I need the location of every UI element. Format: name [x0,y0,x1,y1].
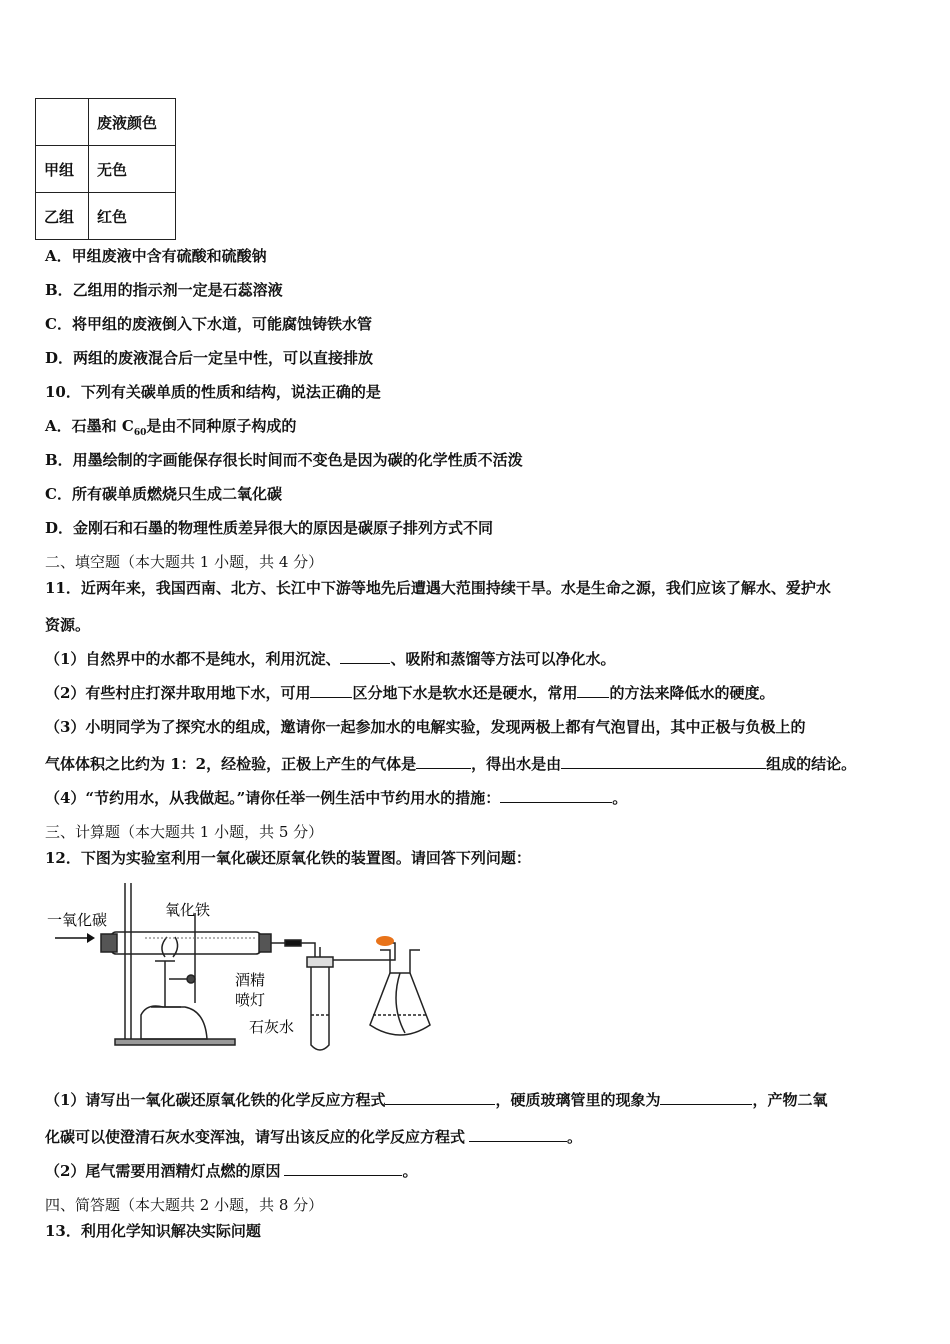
q12-part1-line2 [45,1127,582,1147]
q10-a-subscript: 60 [133,428,147,438]
q11-stem-line1: 11．近两年来，我国西南、北方、长江中下游等地先后遭遇大范围持续干旱。水是生命之源，我们应该了解水、爱护水 [45,579,831,597]
q11-part3-line2 [45,754,856,774]
q9-option-c: C．将甲组的废液倒入下水道，可能腐蚀铸铁水管 [45,315,372,333]
q10-option-c: C．所有碳单质燃烧只生成二氧化碳 [45,485,282,503]
answer-blank[interactable] [416,754,471,769]
table-header-row [36,99,176,146]
q11-part1 [45,649,615,669]
q10-a-text: A．石墨和 C [45,417,134,435]
section-4-heading: 四、简答题（本大题共 2 小题，共 8 分） [45,1196,324,1214]
q13-stem: 13．利用化学知识解决实际问题 [45,1222,261,1240]
q11-p3-text: 气体体积之比约为 1：2，经检验，正极上产生的气体是 [45,755,417,773]
answer-blank[interactable] [577,683,609,698]
answer-blank[interactable] [310,683,352,698]
table-row [36,193,176,240]
table-cell: 无色 [89,146,176,193]
q11-p4-text-tail: 。 [612,789,628,807]
q10-option-b: B．用墨绘制的字画能保存很长时间而不变色是因为碳的化学性质不活泼 [45,451,523,469]
q11-part3-line1: （3）小明同学为了探究水的组成，邀请你一起参加水的电解实验，发现两极上都有气泡冒出，其中正极与负极上的 [45,718,806,736]
table-cell [36,99,89,146]
co-reduction-apparatus-diagram [45,875,445,1060]
q9-option-b: B．乙组用的指示剂一定是石蕊溶液 [45,281,283,299]
q11-p2-text-mid: 区分地下水是软水还是硬水，常用 [352,684,578,702]
q11-p3-text-tail: 组成的结论。 [766,755,857,773]
waste-color-table [35,98,176,240]
q12-p2-text: （2）尾气需要用酒精灯点燃的原因 [45,1162,281,1180]
burner-flame [376,936,394,946]
answer-blank[interactable] [385,1090,495,1105]
q11-part4 [45,788,627,808]
label-alcohol-lamp-line2: 喷灯 [235,991,266,1009]
label-carbon-monoxide: 一氧化碳 [47,911,108,929]
q11-p1-text: （1）自然界中的水都不是纯水，利用沉淀、 [45,650,341,668]
co-inflow-arrowhead [87,933,95,943]
q11-p4-text: （4）“节约用水，从我做起。”请你任举一例生活中节约用水的措施： [45,789,501,807]
q9-option-d: D．两组的废液混合后一定呈中性，可以直接排放 [45,349,374,367]
answer-blank[interactable] [500,788,612,803]
q12-p1-text: （1）请写出一氧化碳还原氧化铁的化学反应方程式 [45,1091,386,1109]
table-cell: 红色 [89,193,176,240]
label-alcohol-lamp-line1: 酒精 [235,971,266,989]
answer-blank[interactable] [561,754,766,769]
q12-part2 [45,1161,417,1181]
q11-p2-text-tail: 的方法来降低水的硬度。 [609,684,775,702]
q12-part1-line1 [45,1090,827,1110]
table-cell: 废液颜色 [89,99,176,146]
q11-stem-line2: 资源。 [45,616,91,634]
label-limewater: 石灰水 [249,1018,295,1036]
q10-stem: 10．下列有关碳单质的性质和结构，说法正确的是 [45,383,381,401]
q10-option-d: D．金刚石和石墨的物理性质差异很大的原因是碳原子排列方式不同 [45,519,494,537]
q11-part2 [45,683,774,703]
q12-stem: 12．下图为实验室利用一氧化碳还原氧化铁的装置图。请回答下列问题： [45,849,531,867]
answer-blank[interactable] [660,1090,752,1105]
table-cell: 乙组 [36,193,89,240]
answer-blank[interactable] [469,1127,567,1142]
table-cell: 甲组 [36,146,89,193]
q12-p1-text-end: 。 [567,1128,583,1146]
q9-option-a: A．甲组废液中含有硫酸和硫酸钠 [45,247,267,265]
answer-blank[interactable] [284,1161,402,1176]
q11-p2-text: （2）有些村庄打深井取用地下水，可用 [45,684,311,702]
section-3-heading: 三、计算题（本大题共 1 小题，共 5 分） [45,823,324,841]
label-iron-oxide: 氧化铁 [165,901,211,919]
section-2-heading: 二、填空题（本大题共 1 小题，共 4 分） [45,553,324,571]
q12-p1-text-tail: ，产物二氧 [752,1091,828,1109]
table-row [36,146,176,193]
q12-p2-text-end: 。 [402,1162,418,1180]
q10-a-text-tail: 是由不同种原子构成的 [146,417,297,435]
q12-p1-text-cont: 化碳可以使澄清石灰水变浑浊，请写出该反应的化学反应方程式 [45,1128,466,1146]
answer-blank[interactable] [340,649,390,664]
q11-p1-text-tail: 、吸附和蒸馏等方法可以净化水。 [390,650,616,668]
q11-p3-text-mid: ，得出水是由 [471,755,562,773]
q12-p1-text-mid: ，硬质玻璃管里的现象为 [495,1091,661,1109]
q10-option-a [45,416,296,443]
